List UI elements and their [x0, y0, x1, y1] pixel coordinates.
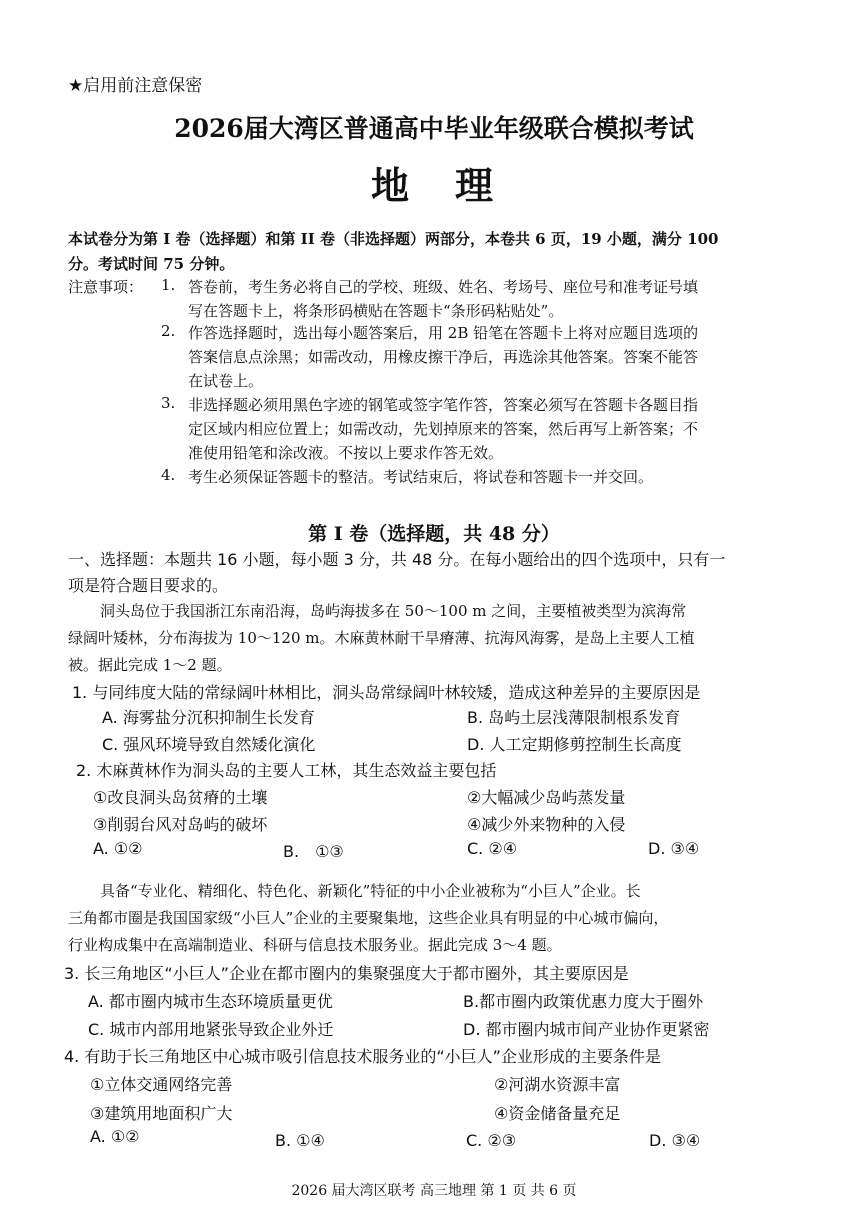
passage-line: 被。据此完成 1～2 题。 — [68, 656, 232, 674]
option-a: A. ①② — [93, 839, 143, 858]
section-title: 第 I 卷（选择题，共 48 分） — [308, 523, 560, 545]
statement-1: ①改良洞头岛贫瘠的土壤 — [93, 788, 268, 807]
note-num: 3. — [161, 394, 176, 412]
note-line: 写在答题卡上，将条形码横贴在答题卡“条形码粘贴处”。 — [188, 302, 564, 320]
note-line: 考生必须保证答题卡的整洁。考试结束后，将试卷和答题卡一并交回。 — [188, 468, 654, 486]
statement-4: ④资金储备量充足 — [494, 1104, 621, 1123]
statement-1: ①立体交通网络完善 — [90, 1075, 233, 1094]
option-a: A. 海雾盐分沉积抑制生长发育 — [102, 708, 315, 727]
question-stem: 3. 长三角地区“小巨人”企业在都市圈内的集聚强度大于都市圈外，其主要原因是 — [64, 964, 629, 983]
passage-line: 具备“专业化、精细化、特色化、新颖化”特征的中小企业被称为“小巨人”企业。长 — [100, 882, 641, 900]
option-a: A. ①② — [90, 1127, 140, 1146]
option-d: D. 人工定期修剪控制生长高度 — [467, 735, 682, 754]
option-c: C. 城市内部用地紧张导致企业外迁 — [88, 1020, 334, 1039]
question-stem: 2. 木麻黄林作为洞头岛的主要人工林，其生态效益主要包括 — [76, 761, 497, 780]
option-a: A. 都市圈内城市生态环境质量更优 — [88, 992, 333, 1011]
option-b: B. ①③ — [283, 842, 344, 861]
passage-line: 行业构成集中在高端制造业、科研与信息技术服务业。据此完成 3～4 题。 — [68, 936, 562, 954]
note-line: 准使用铅笔和涂改液。不按以上要求作答无效。 — [188, 444, 504, 462]
passage-line: 洞头岛位于我国浙江东南沿海，岛屿海拔多在 50～100 m 之间，主要植被类型为滨海常 — [100, 602, 687, 620]
subject-title: 地 理 — [370, 164, 497, 208]
option-d: D. ③④ — [648, 839, 700, 858]
note-num: 2. — [161, 322, 176, 340]
note-line: 在试卷上。 — [188, 372, 264, 390]
statement-2: ②河湖水资源丰富 — [494, 1075, 621, 1094]
note-line: 定区域内相应位置上；如需改动，先划掉原来的答案，然后再写上新答案；不 — [188, 420, 699, 438]
section-instruction: 一、选择题：本题共 16 小题，每小题 3 分，共 48 分。在每小题给出的四个选项中，只有一 — [68, 550, 726, 569]
option-c: C. ②③ — [466, 1131, 517, 1150]
intro-line-2: 分。考试时间 75 分钟。 — [68, 255, 235, 273]
option-b: B.都市圈内政策优惠力度大于圈外 — [463, 992, 704, 1011]
note-num: 1. — [161, 276, 176, 294]
note-line: 答案信息点涂黑；如需改动，用橡皮擦干净后，再选涂其他答案。答案不能答 — [188, 348, 699, 366]
confidential-mark: ★启用前注意保密 — [68, 76, 203, 96]
question-stem: 1. 与同纬度大陆的常绿阔叶林相比，洞头岛常绿阔叶林较矮，造成这种差异的主要原因是 — [72, 683, 701, 702]
passage-line: 绿阔叶矮林，分布海拔为 10～120 m。木麻黄林耐干旱瘠薄、抗海风海雾，是岛上主要人工植 — [68, 629, 695, 647]
note-line: 答卷前，考生务必将自己的学校、班级、姓名、考场号、座位号和准考证号填 — [188, 278, 699, 296]
section-instruction: 项是符合题目要求的。 — [68, 576, 229, 595]
option-c: C. ②④ — [467, 839, 518, 858]
intro-line-1: 本试卷分为第 I 卷（选择题）和第 II 卷（非选择题）两部分，本卷共 6 页，19 小题，满分 100 — [68, 230, 719, 248]
passage-line: 三角都市圈是我国国家级“小巨人”企业的主要聚集地，这些企业具有明显的中心城市偏向， — [68, 909, 669, 927]
note-line: 作答选择题时，选出每小题答案后，用 2B 铅笔在答题卡上将对应题目选项的 — [188, 324, 699, 342]
statement-2: ②大幅减少岛屿蒸发量 — [467, 788, 626, 807]
question-stem: 4. 有助于长三角地区中心城市吸引信息技术服务业的“小巨人”企业形成的主要条件是 — [64, 1047, 661, 1066]
exam-title: 2026届大湾区普通高中毕业年级联合模拟考试 — [174, 114, 694, 143]
note-line: 非选择题必须用黑色字迹的钢笔或签字笔作答，答案必须写在答题卡各题目指 — [188, 396, 699, 414]
statement-4: ④减少外来物种的入侵 — [467, 815, 626, 834]
note-num: 4. — [161, 466, 176, 484]
option-d: D. 都市圈内城市间产业协作更紧密 — [463, 1020, 710, 1039]
statement-3: ③削弱台风对岛屿的破坏 — [93, 815, 268, 834]
statement-3: ③建筑用地面积广大 — [90, 1104, 233, 1123]
option-d: D. ③④ — [649, 1131, 701, 1150]
option-b: B. 岛屿土层浅薄限制根系发育 — [467, 708, 681, 727]
notes-label: 注意事项： — [68, 278, 144, 296]
page-footer: 2026 届大湾区联考 高三地理 第 1 页 共 6 页 — [291, 1183, 577, 1199]
option-b: B. ①④ — [275, 1131, 325, 1150]
option-c: C. 强风环境导致自然矮化演化 — [102, 735, 316, 754]
